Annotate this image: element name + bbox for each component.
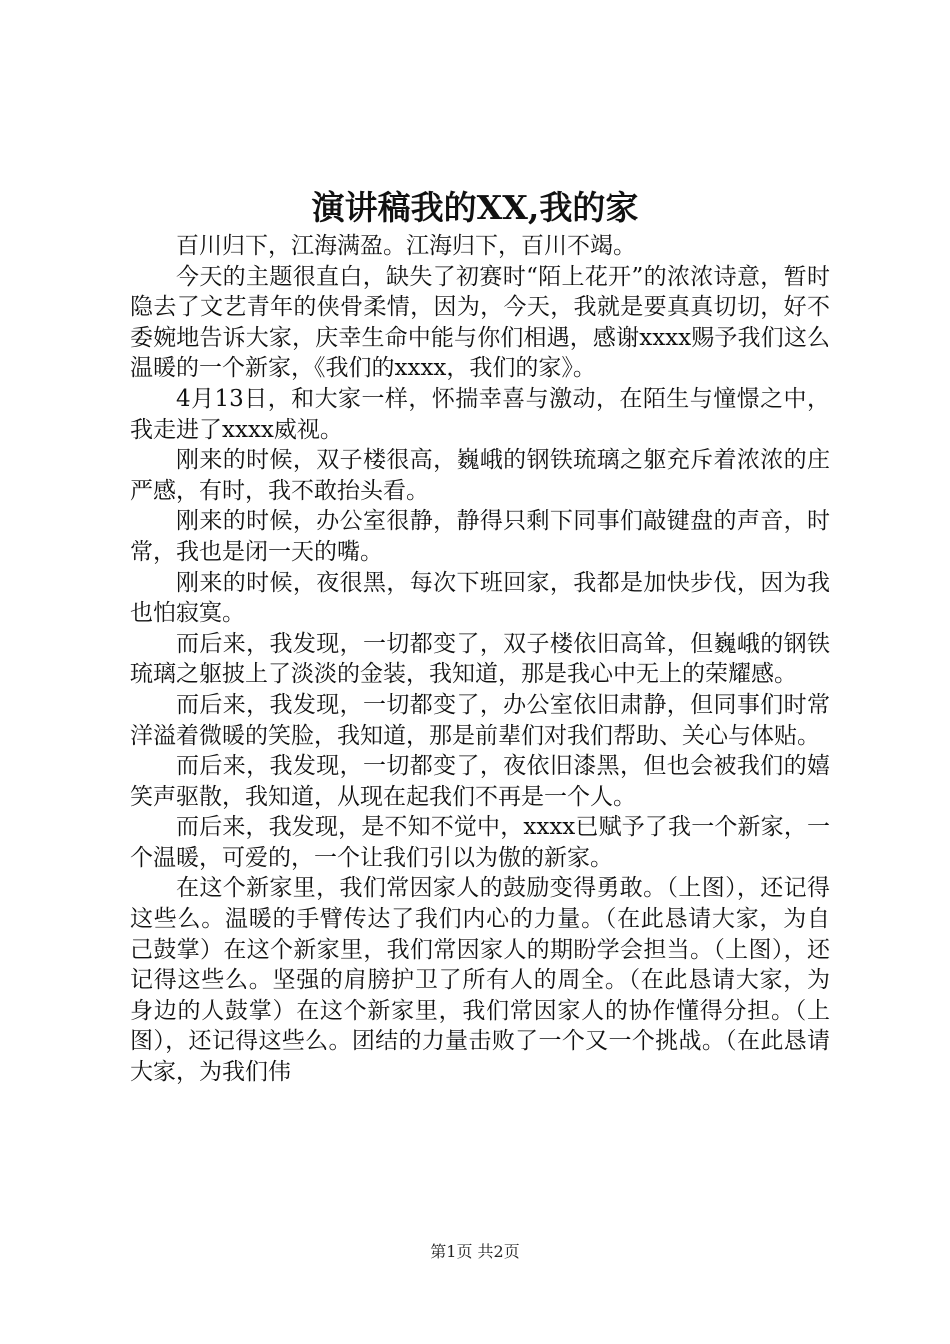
paragraph: 在这个新家里，我们常因家人的鼓励变得勇敢。（上图），还记得这些么。温暖的手臂传达了我们内心的力量。（在此恳请大家，为自己鼓掌）在这个新家里，我们常因家人的期盼学会担当。（上图），还记得这些么。坚强的肩膀护卫了所有人的周全。（在此恳请大家，为身边的人鼓掌）在这个新家里，我们常因家人的协作懂得分担。（上图），还记得这些么。团结的力量击败了一个又一个挑战。（在此恳请大家，为我们伟 bbox=[130, 875, 830, 1086]
paragraph: 而后来，我发现，一切都变了，双子楼依旧高耸，但巍峨的钢铁琉璃之躯披上了淡淡的金装，我知道，那是我心中无上的荣耀感。 bbox=[130, 630, 830, 688]
document-title: 演讲稿我的XX,我的家 bbox=[311, 188, 639, 227]
document-body bbox=[130, 231, 830, 1088]
paragraph: 百川归下，江海满盈。江海归下，百川不竭。 bbox=[176, 233, 636, 259]
page-number-footer: 第1页 共2页 bbox=[430, 1242, 520, 1261]
paragraph: 刚来的时候，办公室很静，静得只剩下同事们敲键盘的声音，时常，我也是闭一天的嘴。 bbox=[130, 508, 830, 565]
paragraph: 4月13日，和大家一样，怀揣幸喜与激动，在陌生与憧憬之中，我走进了xxxx威视。 bbox=[130, 385, 830, 443]
paragraph: 而后来，我发现，是不知不觉中，xxxx已赋予了我一个新家，一个温暖，可爱的，一个让我们引以为傲的新家。 bbox=[130, 814, 830, 871]
paragraph: 而后来，我发现，一切都变了，办公室依旧肃静，但同事们时常洋溢着微暖的笑脸，我知道，那是前辈们对我们帮助、关心与体贴。 bbox=[130, 691, 830, 749]
paragraph: 今天的主题很直白，缺失了初赛时“陌上花开”的浓浓诗意，暂时隐去了文艺青年的侠骨柔情，因为，今天，我就是要真真切切，好不委婉地告诉大家，庆幸生命中能与你们相遇，感谢xxxx赐予我们这么温暖的一个新家，《我们的xxxx，我们的家》。 bbox=[130, 263, 830, 382]
paragraph: 刚来的时候，夜很黑，每次下班回家，我都是加快步伐，因为我也怕寂寞。 bbox=[130, 569, 830, 627]
paragraph: 刚来的时候，双子楼很高，巍峨的钢铁琉璃之躯充斥着浓浓的庄严感，有时，我不敢抬头看。 bbox=[130, 447, 830, 504]
paragraph: 而后来，我发现，一切都变了，夜依旧漆黑，但也会被我们的嬉笑声驱散，我知道，从现在起我们不再是一个人。 bbox=[130, 753, 830, 810]
